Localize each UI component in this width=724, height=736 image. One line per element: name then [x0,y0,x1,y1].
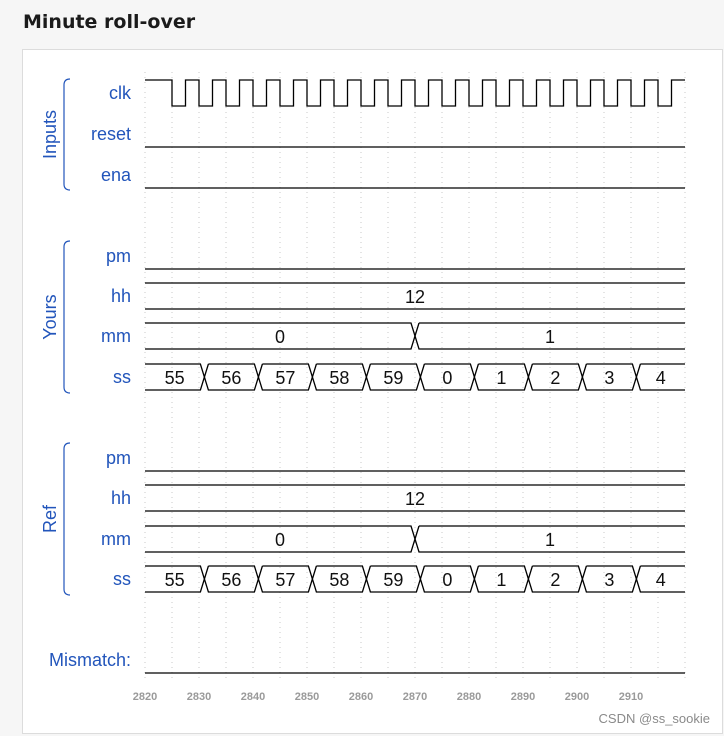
bus-value: 12 [404,287,426,307]
group-label-inputs: Inputs [40,109,60,160]
bus-value: 2 [550,570,561,590]
bus-value: 57 [275,368,296,388]
waveform-yours-mm [145,323,685,349]
time-tick-label: 2900 [564,691,590,703]
bus-value: 4 [655,570,666,590]
time-tick-label: 2860 [348,691,374,703]
bus-value: 1 [544,327,556,347]
group-brace-inputs [64,79,70,190]
watermark: CSDN @ss_sookie [598,711,710,726]
bus-value: 0 [442,368,453,388]
waveforms [145,80,685,673]
mismatch-label: Mismatch: [48,650,131,670]
signal-label-clk: clk [109,83,131,103]
bus-value: 4 [655,368,666,388]
signal-label-pm: pm [105,448,131,468]
signal-label-hh: hh [110,286,131,306]
signal-label-pm: pm [105,246,131,266]
bus-value: 58 [329,570,350,590]
waveform-ref-mm [145,526,685,552]
waveform-clk [145,80,685,106]
bus-value: 0 [274,327,286,347]
waveform-ref-ss [145,566,685,592]
bus-value: 56 [221,570,242,590]
bus-value: 57 [275,570,296,590]
signal-label-ss: ss [113,569,131,589]
signal-labels [40,83,132,670]
time-tick-label: 2890 [510,691,536,703]
bus-value: 1 [496,368,507,388]
bus-value: 55 [164,570,185,590]
time-tick-label: 2820 [132,691,158,703]
bus-value: 12 [404,489,426,509]
page-title: Minute roll-over [23,11,196,33]
bus-value: 55 [164,368,185,388]
time-tick-label: 2880 [456,691,482,703]
signal-label-reset: reset [90,124,131,144]
bus-value: 2 [550,368,561,388]
time-tick-label: 2870 [402,691,428,703]
bus-value: 3 [604,570,615,590]
bus-value: 1 [496,570,507,590]
bus-value: 0 [274,530,286,550]
group-brace-yours [64,241,70,393]
signal-label-mm: mm [101,529,131,549]
bus-value: 56 [221,368,242,388]
bus-value: 59 [383,570,404,590]
waveform-yours-hh [145,283,685,309]
signal-label-hh: hh [110,488,131,508]
signal-label-ena: ena [100,165,131,185]
bus-value: 59 [383,368,404,388]
group-brace-ref [64,443,70,595]
group-label-ref: Ref [40,504,60,534]
bus-value: 1 [544,530,556,550]
bus-value: 58 [329,368,350,388]
time-tick-label: 2830 [186,691,212,703]
signal-label-mm: mm [101,326,131,346]
time-tick-label: 2840 [240,691,266,703]
time-tick-label: 2850 [294,691,320,703]
time-tick-label: 2910 [618,691,644,703]
signal-label-ss: ss [113,367,131,387]
group-braces [64,79,70,595]
time-axis [133,691,643,703]
bus-value: 3 [604,368,615,388]
group-label-yours: Yours [40,294,60,340]
bus-value: 0 [442,570,453,590]
